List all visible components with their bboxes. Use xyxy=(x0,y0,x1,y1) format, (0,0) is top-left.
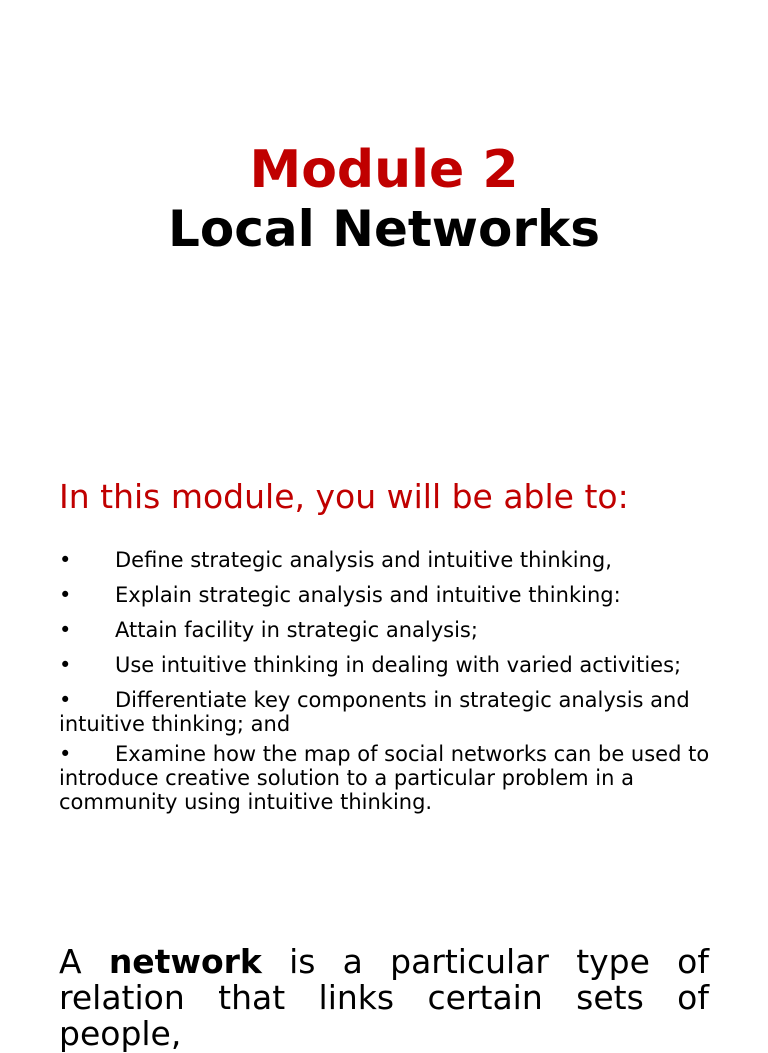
bullet-icon: • xyxy=(59,742,72,766)
list-item xyxy=(59,583,719,607)
bullet-icon: • xyxy=(59,548,72,572)
objective-text: Use intuitive thinking in dealing with varied activities; xyxy=(115,653,682,677)
objectives-heading: In this module, you will be able to: xyxy=(59,477,629,516)
objective-text: Examine how the map of social networks can be used to introduce creative solution to a particular problem in a community using intuitive thinking. xyxy=(59,742,710,814)
bullet-icon: • xyxy=(59,688,72,712)
list-item xyxy=(59,653,719,677)
intro-rest: is a particular type of relation that links certain sets of people, xyxy=(59,942,709,1053)
list-item xyxy=(59,742,719,814)
list-item xyxy=(59,618,719,642)
bullet-icon: • xyxy=(59,653,72,677)
module-subtitle: Local Networks xyxy=(167,200,600,258)
objective-text: Explain strategic analysis and intuitive thinking: xyxy=(115,583,621,607)
list-item xyxy=(59,548,719,572)
objective-text: Differentiate key components in strategic analysis and intuitive thinking; and xyxy=(59,688,690,736)
objective-text: Attain facility in strategic analysis; xyxy=(115,618,478,642)
bullet-icon: • xyxy=(59,583,72,607)
objectives-list xyxy=(59,548,719,820)
intro-lead: A xyxy=(59,942,82,981)
list-item xyxy=(59,688,719,736)
intro-paragraph xyxy=(59,944,709,1052)
title-block xyxy=(0,140,768,258)
intro-term: network xyxy=(108,942,262,981)
bullet-icon: • xyxy=(59,618,72,642)
objective-text: Define strategic analysis and intuitive thinking, xyxy=(115,548,612,572)
module-title: Module 2 xyxy=(249,140,519,200)
